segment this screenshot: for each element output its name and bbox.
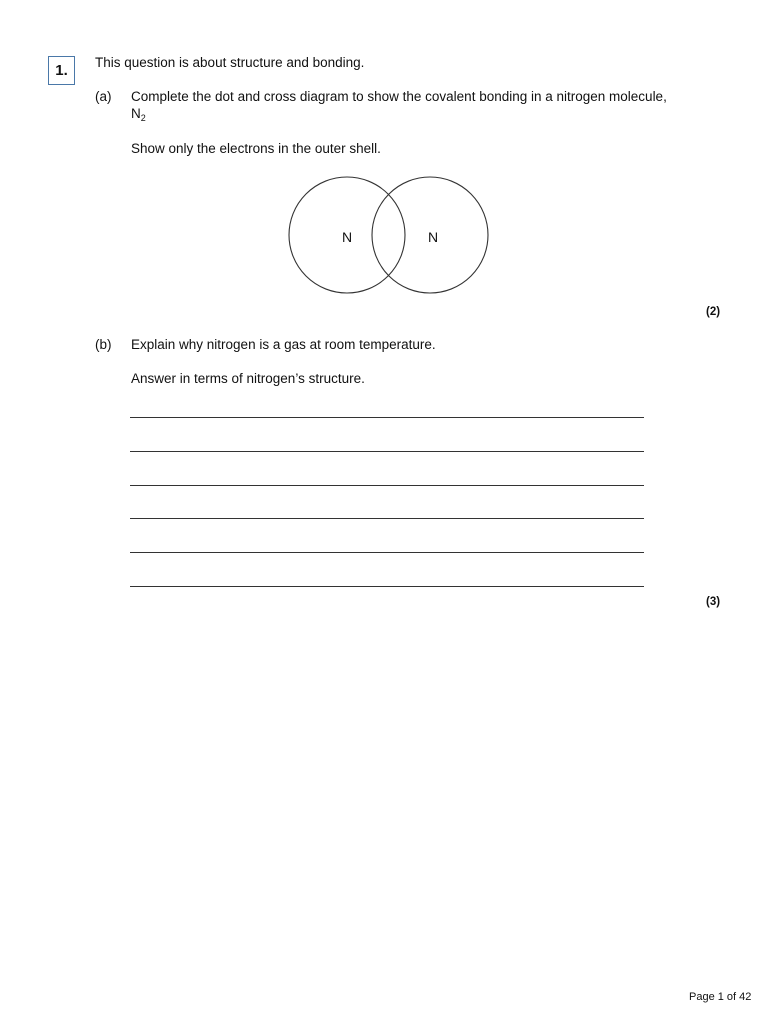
right-atom-symbol: N <box>428 229 439 245</box>
answer-line-1[interactable] <box>130 417 644 418</box>
part-a-formula <box>131 106 146 122</box>
answer-line-2[interactable] <box>130 451 644 452</box>
answer-line-3[interactable] <box>130 485 644 486</box>
part-a-instruction: Show only the electrons in the outer shell. <box>131 141 381 156</box>
part-a-text: Complete the dot and cross diagram to show the covalent bonding in a nitrogen molecule, <box>131 89 667 104</box>
part-a-marks: (2) <box>706 306 721 318</box>
answer-line-5[interactable] <box>130 552 644 553</box>
part-b-label: (b) <box>95 337 112 352</box>
question-intro: This question is about structure and bonding. <box>95 55 365 70</box>
dot-cross-diagram[interactable] <box>288 172 492 298</box>
formula-main: N <box>131 106 141 121</box>
formula-subscript: 2 <box>140 113 146 123</box>
question-number: 1. <box>48 56 75 85</box>
page-number: Page 1 of 42 <box>689 991 752 1003</box>
answer-line-6[interactable] <box>130 586 644 587</box>
part-b-text: Explain why nitrogen is a gas at room temperature. <box>131 337 436 352</box>
left-atom-symbol: N <box>342 229 353 245</box>
part-b-instruction: Answer in terms of nitrogen’s structure. <box>131 371 365 386</box>
part-a-label: (a) <box>95 89 112 104</box>
part-b-marks: (3) <box>706 596 721 608</box>
answer-line-4[interactable] <box>130 518 644 519</box>
